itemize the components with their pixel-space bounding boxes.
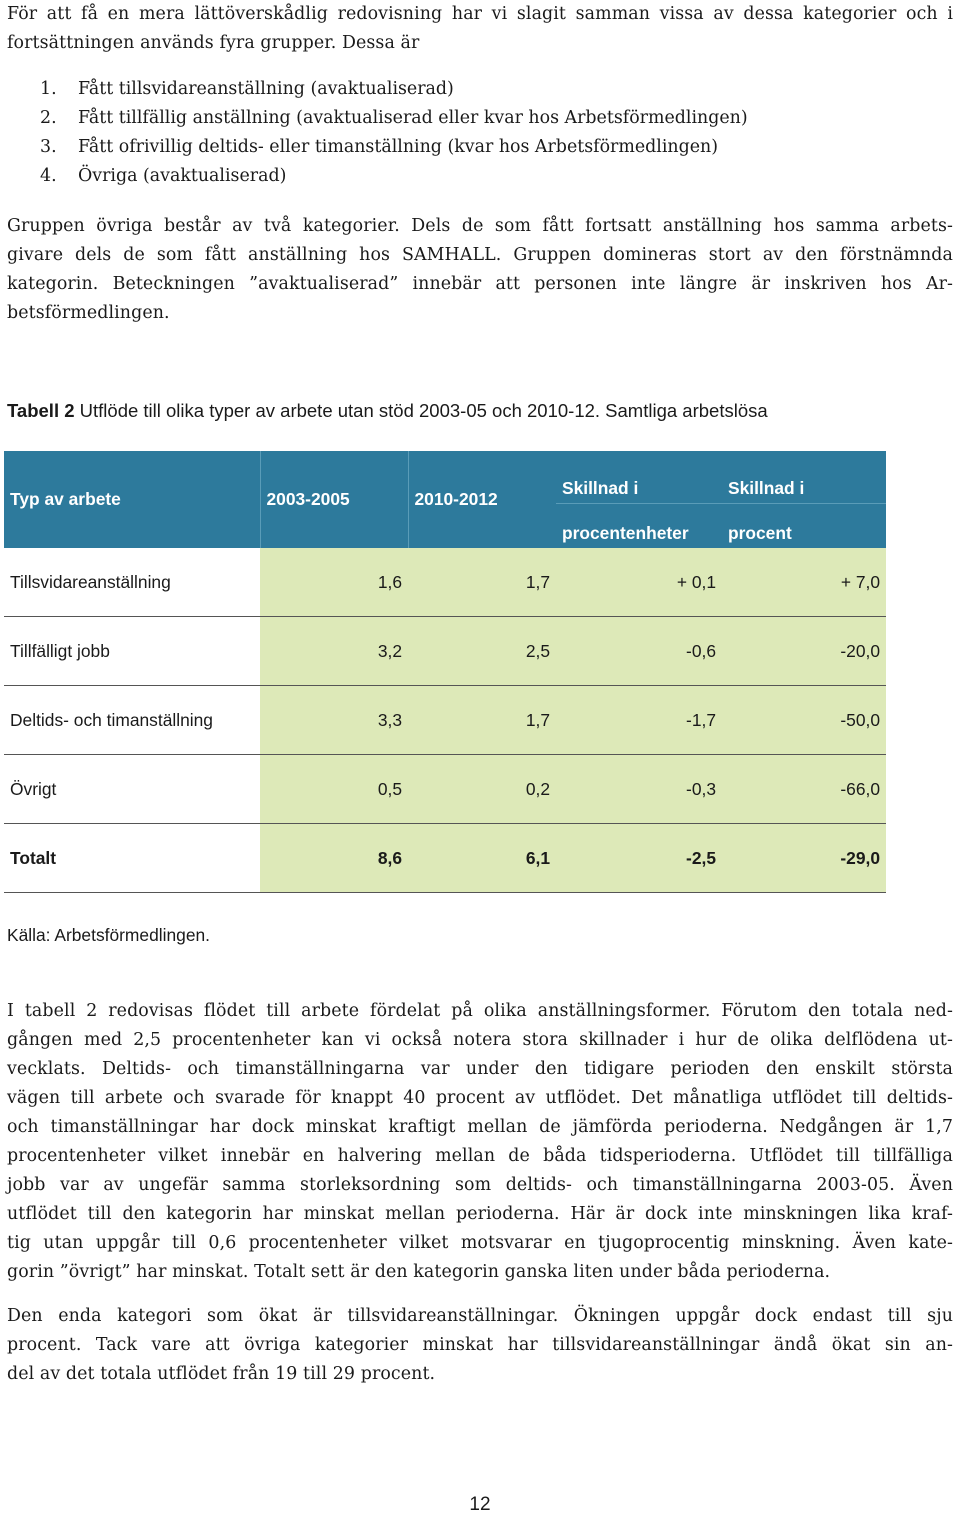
header-diff-pct: Skillnad i procent: [722, 451, 886, 548]
header-diff-pp: Skillnad i procentenheter: [556, 451, 722, 548]
cell-type: Tillfälligt jobb: [4, 617, 260, 686]
cell-diff-pct: -66,0: [722, 755, 886, 824]
cell-diff-pp: + 0,1: [556, 548, 722, 617]
table-source: Källa: Arbetsförmedlingen.: [7, 925, 211, 945]
cell-2010-2012: 0,2: [408, 755, 556, 824]
text-line: betsförmedlingen.: [7, 303, 170, 323]
cell-diff-pct: + 7,0: [722, 548, 886, 617]
cell-diff-pp: -1,7: [556, 686, 722, 755]
text-line: vägen till arbete och svarade för knappt 40 procent av utflödet. Det månatliga utflödet till deltids-: [7, 1088, 953, 1108]
page-number: 12: [469, 1494, 491, 1515]
list-item: 3. Fått ofrivillig deltids- eller timanställning (kvar hos Arbetsförmedlingen): [40, 137, 719, 157]
header-2010-2012: 2010-2012: [408, 451, 556, 548]
caption-label: Tabell 2: [7, 400, 75, 421]
table-row: [4, 548, 886, 617]
cell-type: Totalt: [4, 824, 260, 893]
text-line: utflödet till den kategorin har minskat mellan perioderna. Här är dock inte minskningen lika kraf-: [7, 1204, 953, 1224]
text-line: givare dels de som fått anställning hos SAMHALL. Gruppen domineras stort av den förstnämnda: [7, 245, 953, 265]
cell-2003-2005: 1,6: [260, 548, 408, 617]
paragraph-ovriga: [7, 212, 953, 328]
text-line: procent. Tack vare att övriga kategorier minskat har tillsvidareanställningar ändå ökat sin an-: [7, 1335, 953, 1355]
text-line: tig utan uppgår till 0,6 procentenheter vilket motsvarar en tjugoprocentig minskning. Även kate-: [7, 1233, 953, 1253]
text-line: Den enda kategori som ökat är tillsvidareanställningar. Ökningen uppgår dock endast till sju: [7, 1306, 953, 1326]
text-line: kategorin. Beteckningen ”avaktualiserad” innebär att personen inte längre är inskriven hos Ar-: [7, 274, 953, 294]
cell-type: Övrigt: [4, 755, 260, 824]
table-row: [4, 755, 886, 824]
text-line: jobb var av ungefär samma storleksordning som deltids- och timanställningarna 2003-05. Även: [7, 1175, 953, 1195]
paragraph-analysis: [7, 997, 953, 1287]
table-row: [4, 617, 886, 686]
cell-diff-pp: -2,5: [556, 824, 722, 893]
cell-2010-2012: 2,5: [408, 617, 556, 686]
cell-2010-2012: 1,7: [408, 548, 556, 617]
cell-type: Deltids- och timanställning: [4, 686, 260, 755]
header-type: Typ av arbete: [4, 451, 260, 548]
list-item: 4. Övriga (avaktualiserad): [40, 166, 287, 186]
table-row-total: [4, 824, 886, 893]
text-line: gorin ”övrigt” har minskat. Totalt sett är den kategorin ganska liten under båda perioderna.: [7, 1262, 831, 1282]
header-2003-2005: 2003-2005: [260, 451, 408, 548]
text-line: gången med 2,5 procentenheter kan vi också notera stora skillnader i hur de olika delflödena ut-: [7, 1030, 953, 1050]
table-row: [4, 686, 886, 755]
text-line: vecklats. Deltids- och timanställningarna var under den tidigare perioden den enskilt största: [7, 1059, 953, 1079]
data-table: [4, 451, 886, 893]
text-line: fortsättningen används fyra grupper. Dessa är: [7, 33, 420, 53]
cell-2010-2012: 1,7: [408, 686, 556, 755]
text-line: del av det totala utflödet från 19 till 29 procent.: [7, 1364, 436, 1384]
cell-2003-2005: 3,2: [260, 617, 408, 686]
intro-paragraph: [7, 0, 953, 58]
paragraph-conclusion: [7, 1302, 953, 1389]
cell-diff-pct: -29,0: [722, 824, 886, 893]
text-line: procentenheter vilket innebär en halvering mellan de båda tidsperioderna. Utflödet till tillfälliga: [7, 1146, 953, 1166]
cell-diff-pp: -0,6: [556, 617, 722, 686]
cell-diff-pp: -0,3: [556, 755, 722, 824]
cell-type: Tillsvidareanställning: [4, 548, 260, 617]
text-line: Gruppen övriga består av två kategorier. Dels de som fått fortsatt anställning hos samma arbets-: [7, 216, 953, 236]
cell-diff-pct: -20,0: [722, 617, 886, 686]
cell-2003-2005: 3,3: [260, 686, 408, 755]
list-item: 1. Fått tillsvidareanställning (avaktualiserad): [40, 79, 454, 99]
table-caption: [7, 400, 768, 422]
list-item: 2. Fått tillfällig anställning (avaktualiserad eller kvar hos Arbetsförmedlingen): [40, 108, 748, 128]
table-header-row: [4, 451, 886, 548]
cell-2010-2012: 6,1: [408, 824, 556, 893]
cell-diff-pct: -50,0: [722, 686, 886, 755]
cell-2003-2005: 8,6: [260, 824, 408, 893]
group-list: [40, 75, 748, 191]
text-line: och timanställningar har dock minskat kraftigt mellan de jämförda perioderna. Nedgången är 1,7: [7, 1117, 953, 1137]
text-line: För att få en mera lättöverskådlig redovisning har vi slagit samman vissa av dessa kategorier och i: [7, 4, 953, 24]
caption-text: Utflöde till olika typer av arbete utan stöd 2003-05 och 2010-12. Samtliga arbetslösa: [74, 400, 768, 421]
text-line: I tabell 2 redovisas flödet till arbete fördelat på olika anställningsformer. Förutom den totala ned-: [7, 1001, 953, 1021]
cell-2003-2005: 0,5: [260, 755, 408, 824]
